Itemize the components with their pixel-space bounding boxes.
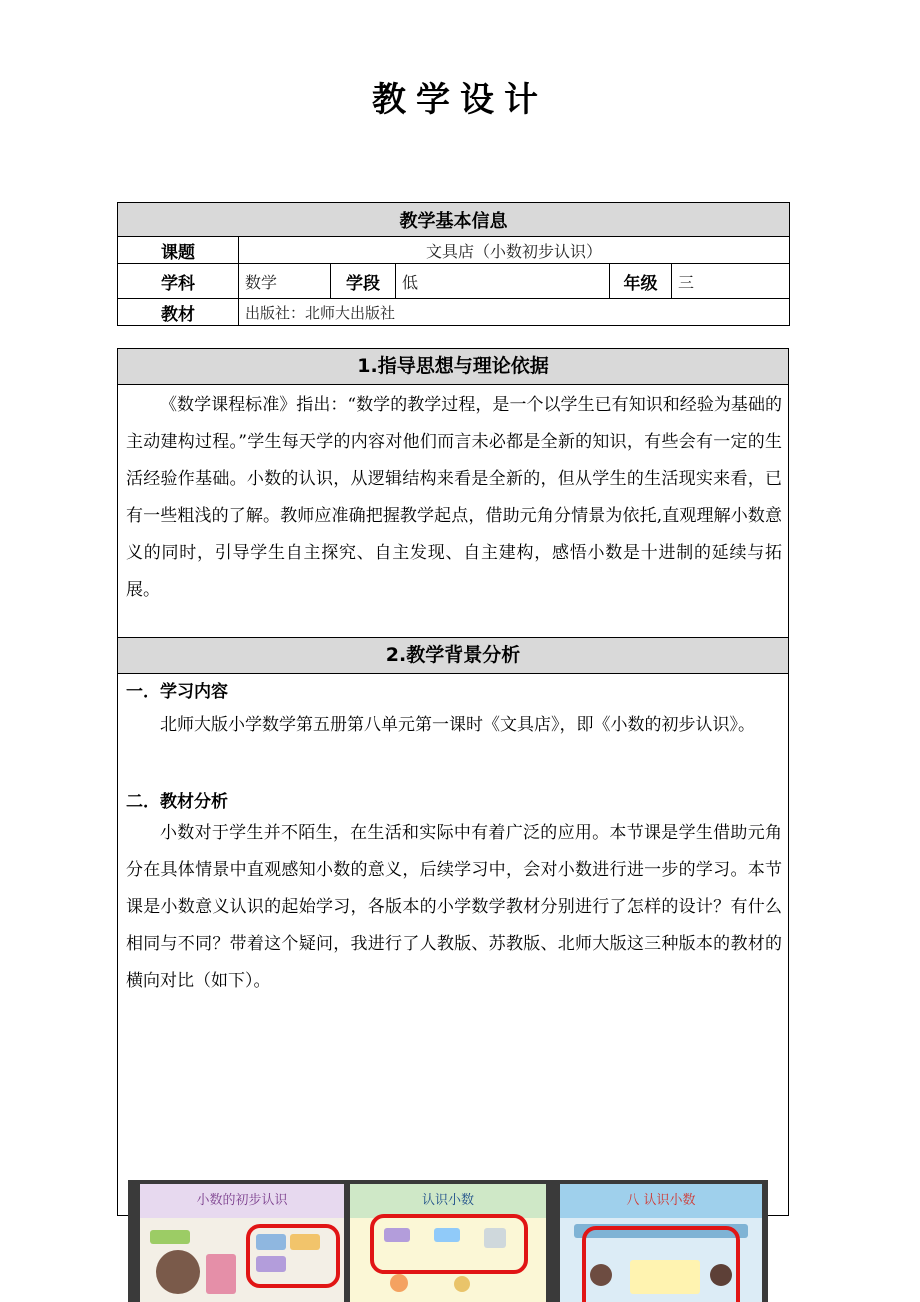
textbook-page-beishida [560,1184,762,1302]
book2-heading: 认识小数 [350,1184,546,1218]
textbook-comparison-image [128,1180,768,1302]
teaching-design-sections [117,348,789,1216]
subject-value: 数学 [239,264,331,299]
textbook-value: 出版社：北师大出版社 [239,299,790,326]
section1-paragraph: 《数学课程标准》指出：“数学的教学过程，是一个以学生已有知识和经验为基础的主动建构过程。”学生每天学的内容对他们而言未必都是全新的知识，有些会有一定的生活经验作基础。小数的认识，从逻辑结构来看是全新的，但从学生的生活现实来看，已有一些粗浅的了解。教师应准确把握教学起点，借助元角分情景为依托,直观理解小数意义的同时，引导学生自主探究、自主发现、自主建构，感悟小数是十进制的延续与拓展。 [126,395,782,600]
highlight-box [370,1214,528,1274]
grade-value: 三 [672,264,790,299]
textbook-analysis-text: 小数对于学生并不陌生，在生活和实际中有着广泛的应用。本节课是学生借助元角分在具体情景中直观感知小数的意义，后续学习中，会对小数进行进一步的学习。本节课是小数意义认识的起始学习，各版本的小学数学教材分别进行了怎样的设计？有什么相同与不同？带着这个疑问，我进行了人教版、苏教版、北师大版这三种版本的教材的横向对比（如下）。 [126,823,782,991]
basic-info-header: 教学基本信息 [118,203,790,237]
book1-heading: 小数的初步认识 [140,1184,344,1218]
section2-header: 2.教学背景分析 [118,637,788,674]
topic-value: 文具店（小数初步认识） [239,237,790,264]
subject-label: 学科 [118,264,239,299]
book3-heading: 八 认识小数 [560,1184,762,1218]
textbook-analysis-title: 二．教材分析 [126,792,228,812]
document-title: 教学设计 [372,80,548,120]
textbook-page-sujiao [350,1184,546,1302]
highlight-box [582,1226,740,1302]
learning-content-title: 一．学习内容 [126,682,228,702]
topic-label: 课题 [118,237,239,264]
basic-info-table [117,202,790,326]
learning-content-text: 北师大版小学数学第五册第八单元第一课时《文具店》，即《小数的初步认识》。 [160,715,755,735]
section1-header: 1.指导思想与理论依据 [118,349,788,385]
grade-label: 年级 [610,264,672,299]
stage-label: 学段 [331,264,396,299]
textbook-page-renjiao [140,1184,344,1302]
textbook-label: 教材 [118,299,239,326]
stage-value: 低 [396,264,610,299]
highlight-box [246,1224,340,1288]
